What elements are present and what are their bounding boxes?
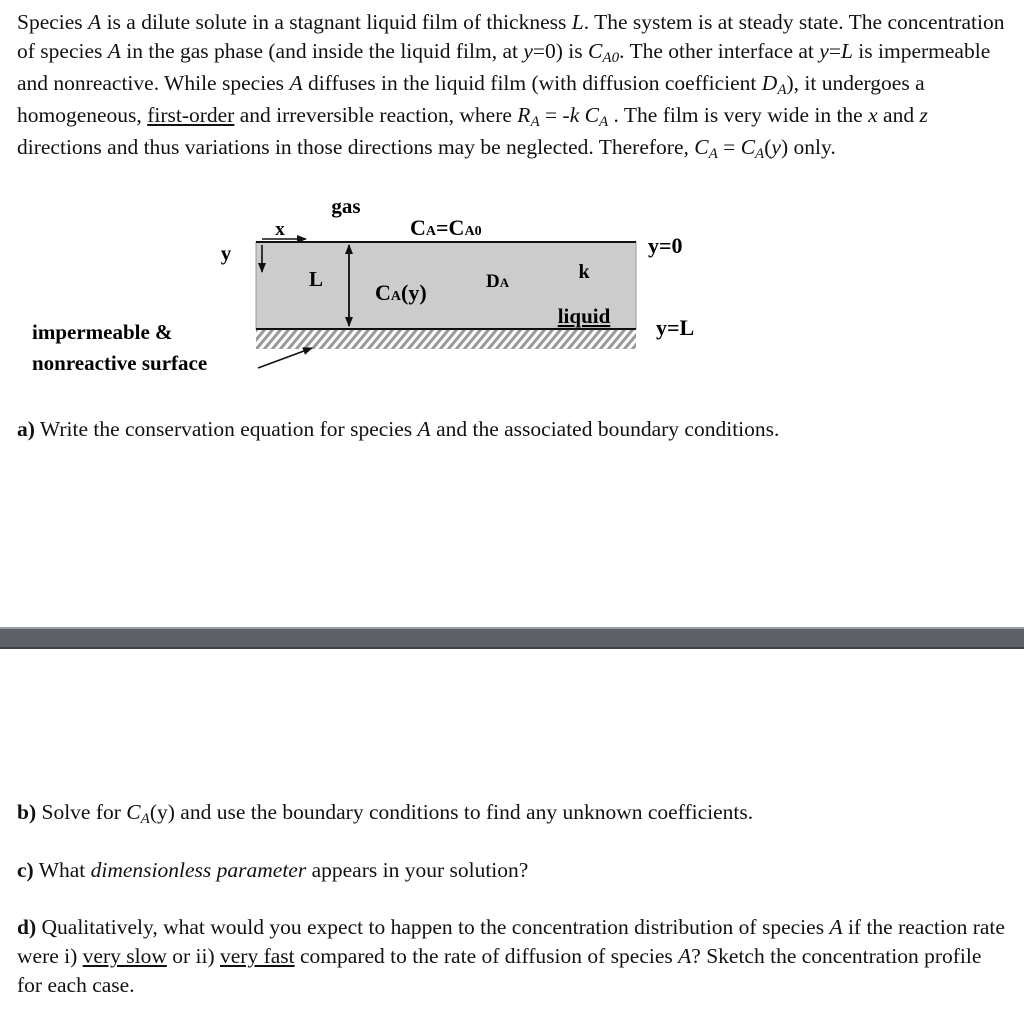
problem-statement: Species A is a dilute solute in a stagnant liquid film of thickness L. The system is at steady state. The concentration of species A in the gas phase (and inside the liquid film, at y=0) is $C_{A0}$. The other interface at y=L is impermeable and nonreactive. While species A diffuses in the liquid film (with diffusion coefficient $D_A$), it undergoes a homogeneous, first-order and irreversible reaction, where $R_A = -k$ $C_A$ . The film is very wide in the x and z directions and thus variations in those directions may be neglected. Therefore, $C_A = C_A(y)$ only. [17,10,1005,162]
rate-constant-label: k [578,261,590,283]
liquid-label: liquid [557,304,611,328]
surface-concentration: CA=CA0 [410,215,482,240]
thickness-label: L [308,267,324,291]
diffusivity-label: DA [486,271,510,292]
surface-label-line1: impermeable & [32,320,173,344]
question-c: c) What dimensionless parameter appears in your solution? [17,858,529,882]
surface-label-line2: nonreactive surface [32,351,208,375]
surface-pointer-arrow [258,348,312,368]
section-divider [0,627,1024,649]
question-a: a) Write the conservation equation for species A and the associated boundary conditions. [17,417,780,441]
gas-label: gas [331,194,361,218]
y-axis-label: y [220,241,232,265]
question-b: b) Solve for $C_A(y)$ and use the boundary conditions to find any unknown coefficients. [17,800,754,827]
concentration-profile-label: CA(y) [375,280,427,305]
yL-label: y=L [656,315,695,340]
x-axis-label: x [275,219,285,240]
question-d: d) Qualitatively, what would you expect to happen to the concentration distribution of species A if the reaction rate were i) very slow or ii) very fast compared to the rate of diffusion of species A? Sketch the concentration profile for each case. [17,915,1005,997]
liquid-film-diagram [0,185,1024,385]
y0-label: y=0 [648,233,683,258]
impermeable-surface [256,329,636,349]
